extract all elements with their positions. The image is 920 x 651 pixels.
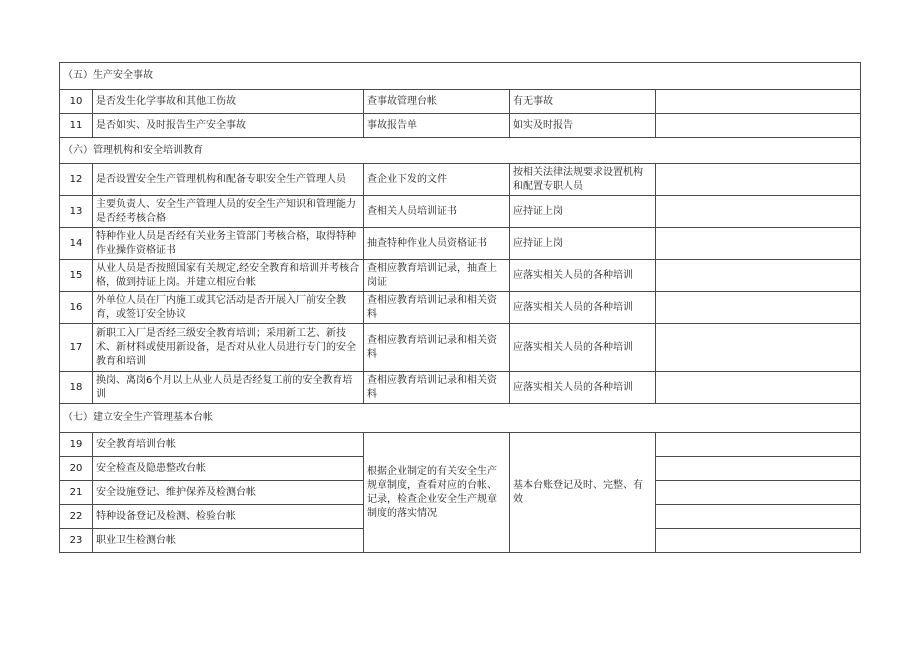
row-number: 18	[60, 372, 93, 404]
item-cell: 换岗、离岗6个月以上从业人员是否经复工前的安全教育培训	[93, 372, 364, 404]
standard-cell: 按相关法律法规要求设置机构和配置专职人员	[510, 164, 656, 196]
row-number: 13	[60, 196, 93, 228]
item-cell: 安全检查及隐患整改台帐	[93, 457, 364, 481]
item-cell: 特种设备登记及检测、检验台帐	[93, 505, 364, 529]
section-header-6: （六）管理机构和安全培训教育	[60, 138, 861, 164]
item-cell: 是否发生化学事故和其他工伤故	[93, 90, 364, 114]
row-number: 22	[60, 505, 93, 529]
row-number: 19	[60, 433, 93, 457]
item-cell: 主要负责人、安全生产管理人员的安全生产知识和管理能力是否经考核合格	[93, 196, 364, 228]
method-cell: 事故报告单	[364, 114, 510, 138]
item-cell: 新职工入厂是否经三级安全教育培训；采用新工艺、新技术、新材料或使用新设备，是否对从业人员进行专门的安全教育和培训	[93, 324, 364, 372]
method-cell: 查相关人员培训证书	[364, 196, 510, 228]
table-row	[60, 90, 861, 114]
row-number: 11	[60, 114, 93, 138]
table-row	[60, 324, 861, 372]
table-row	[60, 260, 861, 292]
ledger-method-cell: 根据企业制定的有关安全生产规章制度，查看对应的台帐、记录，检查企业安全生产规章制度的落实情况	[364, 433, 510, 553]
remark-cell	[656, 433, 861, 457]
method-cell: 抽查特种作业人员资格证书	[364, 228, 510, 260]
section-header-7: （七）建立安全生产管理基本台帐	[60, 404, 861, 433]
remark-cell	[656, 292, 861, 324]
standard-cell: 有无事故	[510, 90, 656, 114]
standard-cell: 应落实相关人员的各种培训	[510, 324, 656, 372]
row-number: 10	[60, 90, 93, 114]
remark-cell	[656, 260, 861, 292]
item-cell: 外单位人员在厂内施工或其它活动是否开展入厂前安全教育，或签订安全协议	[93, 292, 364, 324]
remark-cell	[656, 481, 861, 505]
item-cell: 安全教育培训台帐	[93, 433, 364, 457]
row-number: 15	[60, 260, 93, 292]
remark-cell	[656, 457, 861, 481]
row-number: 20	[60, 457, 93, 481]
row-number: 17	[60, 324, 93, 372]
table-row	[60, 372, 861, 404]
method-cell: 查相应教育培训记录和相关资料	[364, 324, 510, 372]
remark-cell	[656, 324, 861, 372]
item-cell: 职业卫生检测台帐	[93, 529, 364, 553]
item-cell: 是否如实、及时报告生产安全事故	[93, 114, 364, 138]
remark-cell	[656, 164, 861, 196]
ledger-standard-cell: 基本台账登记及时、完整、有效	[510, 433, 656, 553]
row-number: 12	[60, 164, 93, 196]
row-number: 21	[60, 481, 93, 505]
row-number: 16	[60, 292, 93, 324]
remark-cell	[656, 196, 861, 228]
method-cell: 查相应教育培训记录和相关资料	[364, 292, 510, 324]
row-number: 23	[60, 529, 93, 553]
remark-cell	[656, 90, 861, 114]
item-cell: 从业人员是否按照国家有关规定,经安全教育和培训并考核合格，做到持证上岗。并建立相应台帐	[93, 260, 364, 292]
method-cell: 查企业下发的文件	[364, 164, 510, 196]
standard-cell: 应落实相关人员的各种培训	[510, 260, 656, 292]
method-cell: 查相应教育培训记录，抽查上岗证	[364, 260, 510, 292]
standard-cell: 如实及时报告	[510, 114, 656, 138]
row-number: 14	[60, 228, 93, 260]
inspection-table	[59, 62, 861, 553]
remark-cell	[656, 505, 861, 529]
remark-cell	[656, 529, 861, 553]
method-cell: 查相应教育培训记录和相关资料	[364, 372, 510, 404]
item-cell: 是否设置安全生产管理机构和配备专职安全生产管理人员	[93, 164, 364, 196]
table-row	[60, 164, 861, 196]
method-cell: 查事故管理台帐	[364, 90, 510, 114]
item-cell: 特种作业人员是否经有关业务主管部门考核合格，取得特种作业操作资格证书	[93, 228, 364, 260]
table-row	[60, 114, 861, 138]
section-header-5: （五）生产安全事故	[60, 63, 861, 90]
table-row	[60, 196, 861, 228]
table-row	[60, 292, 861, 324]
standard-cell: 应落实相关人员的各种培训	[510, 292, 656, 324]
table-row	[60, 433, 861, 457]
standard-cell: 应落实相关人员的各种培训	[510, 372, 656, 404]
item-cell: 安全设施登记、维护保养及检测台帐	[93, 481, 364, 505]
remark-cell	[656, 228, 861, 260]
table-row	[60, 228, 861, 260]
standard-cell: 应持证上岗	[510, 196, 656, 228]
standard-cell: 应持证上岗	[510, 228, 656, 260]
remark-cell	[656, 114, 861, 138]
remark-cell	[656, 372, 861, 404]
